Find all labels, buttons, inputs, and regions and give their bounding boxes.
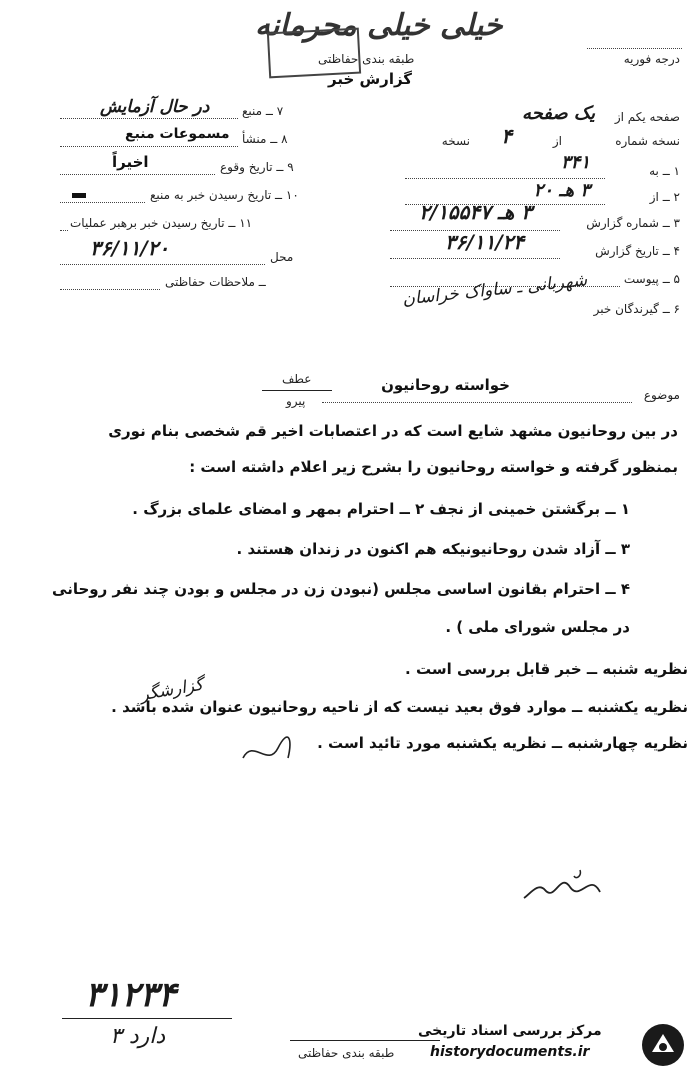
field-occurrence-value: اخیراً <box>112 153 149 171</box>
watermark-url: historydocuments.ir <box>430 1044 590 1060</box>
copy-label: نسخه شماره <box>615 134 680 148</box>
field-report-number-label: ۳ ــ شماره گزارش <box>586 216 680 230</box>
body-line-2: بمنظور گرفته و خواسته روحانیون را بشرح زیر اعلام داشته است : <box>189 458 678 476</box>
copy-of: از <box>552 134 562 148</box>
classification-stamp: خیلی خیلی محرمانه <box>255 8 503 43</box>
opinion-saturday: نظریه شنبه ــ خبر قابل بررسی است . <box>405 660 688 678</box>
opinion-wednesday: نظریه چهارشنبه ــ نظریه یکشنبه مورد تائید است . <box>317 734 688 752</box>
field-ops-date-label: ۱۱ ــ تاریخ رسیدن خبر برهبر عملیات <box>70 216 253 230</box>
signature-mark-1 <box>238 728 298 768</box>
field-attachment-label: ۵ ــ پیوست <box>623 272 680 286</box>
field-recipients-label: ۶ ــ گیرندگان خبر <box>593 302 680 316</box>
classification-bottom: طبقه بندی حفاظتی <box>298 1046 395 1060</box>
field-report-number-value: ۳ هـ ۲/۱۵۵۴۷ <box>419 200 532 224</box>
urgency-label: درجه فوریه <box>623 52 680 66</box>
field-source-label: ۷ ــ منبع <box>242 104 284 118</box>
page-label: صفحه یکم از <box>614 110 680 124</box>
watermark-title: مرکز بررسی اسناد تاریخی <box>418 1023 602 1039</box>
body-line-5: ۴ ــ احترام بقانون اساسی مجلس (نبودن زن در مجلس و بودن چند نفر روحانی <box>52 580 630 598</box>
report-title: گزارش خبر <box>328 70 413 88</box>
field-remarks-label: ــ ملاحظات حفاظتی <box>165 275 266 289</box>
field-report-date-label: ۴ ــ تاریخ گزارش <box>595 244 680 258</box>
field-occurrence-label: ۹ ــ تاریخ وقوع <box>220 160 294 174</box>
redaction-mark <box>72 193 86 198</box>
field-ops-date-value: ۳۶/۱۱/۲۰ <box>90 236 170 260</box>
field-from-value: ۳ هـ ۲۰ <box>533 180 590 201</box>
body-line-6: در مجلس شورای ملی ) . <box>445 618 630 636</box>
atf-label: عطف <box>282 372 312 386</box>
field-source-date-label: ۱۰ ــ تاریخ رسیدن خبر به منبع <box>150 188 299 202</box>
logo-icon <box>640 1022 686 1068</box>
field-source-value: در حال آزمایش <box>100 97 210 117</box>
field-origin-value: مسموعات منبع <box>125 126 230 142</box>
archive-number: ۳۱۲۳۴ <box>85 975 177 1015</box>
field-location-label: محل <box>270 250 294 264</box>
margin-note: گزارشگر <box>138 674 205 706</box>
archive-note: دارد ۳ <box>110 1024 166 1049</box>
copy-handwritten: ۴ <box>501 124 512 148</box>
peiro-label: پیرو <box>286 394 306 408</box>
field-to-label: ۱ ــ به <box>649 164 680 178</box>
field-to-value: ۳۴۱ <box>560 152 590 173</box>
page-value: یک صفحه <box>521 103 595 124</box>
field-from-label: ۲ ــ از <box>649 190 680 204</box>
body-line-4: ۳ ــ آزاد شدن روحانیونیکه هم اکنون در زندان هستند . <box>236 540 630 558</box>
copy-total: نسخه <box>441 134 470 148</box>
body-line-1: در بین روحانیون مشهد شایع است که در اعتصابات اخیر قم شخصی بنام نوری <box>108 422 678 440</box>
classification-top: طبقه بندی حفاظتی <box>318 52 415 66</box>
archive-underline <box>62 1018 232 1019</box>
subject-value: خواسته روحانیون <box>381 376 510 394</box>
recipients-handwritten: شهربانی ـ ساواک خراسان <box>401 270 589 310</box>
signature-mark-2 <box>520 862 610 912</box>
field-origin-label: ۸ ــ منشأ <box>242 132 288 146</box>
body-line-3: ۱ ــ برگشتن خمینی از نجف ۲ ــ احترام بمهر و امضای علمای بزرگ . <box>132 500 630 518</box>
opinion-sunday: نظریه یکشنبه ــ موارد فوق بعید نیست که از ناحیه روحانیون عنوان شده باشد . <box>111 698 688 716</box>
subject-label: موضوع <box>643 388 680 402</box>
field-report-date-value: ۳۶/۱۱/۲۴ <box>444 230 524 254</box>
